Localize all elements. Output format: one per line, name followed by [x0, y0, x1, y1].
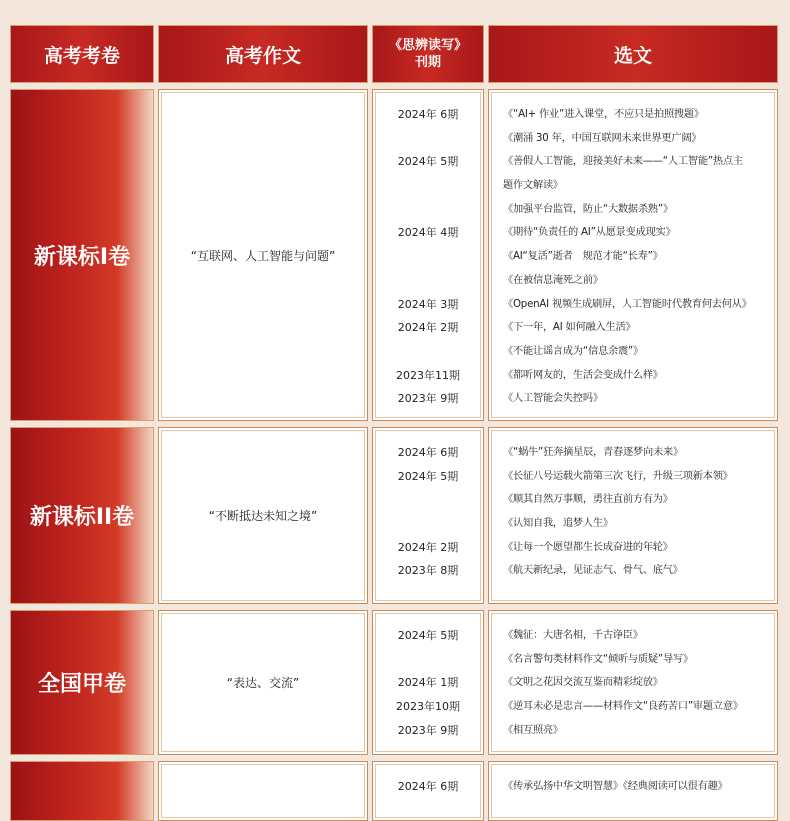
selection-line: 《认知自我，追梦人生》	[503, 518, 613, 530]
issue-line	[373, 269, 483, 293]
issue-line: 2024年 1期	[397, 676, 459, 690]
issue-line: 2024年 6期	[397, 108, 459, 121]
issue-line	[373, 648, 483, 672]
issue-line: 2023年11期	[396, 368, 460, 382]
essay-topic-cell	[158, 761, 368, 821]
selection-line: 《文明之花因交流互鉴而精彩绽放》	[503, 677, 663, 689]
selection-line: 《相互照亮》	[503, 724, 563, 736]
selection-line: 《都听网友的，生活会变成什么样》	[503, 369, 663, 381]
selection-line: 《航天新纪录，见证志气、骨气、底气》	[503, 565, 683, 577]
issue-line: 2024年 6期	[397, 446, 459, 459]
selection-line: 《不能让谣言成为“信息余震”》	[503, 345, 643, 357]
selection-cell	[488, 427, 778, 604]
issue-line: 2024年 5期	[397, 629, 459, 642]
essay-topic: “不断抵达未知之境”	[208, 509, 318, 523]
issue-line: 2024年 3期	[397, 297, 459, 311]
selection-line: 《OpenAI 视频生成刷屏，人工智能时代教育何去何从》	[503, 298, 752, 310]
issue-line: 2023年 9期	[397, 392, 459, 406]
issue-line	[373, 488, 483, 512]
selection-cell	[488, 610, 778, 755]
selection-line: 《顺其自然万事顺，勇往直前方有为》	[503, 494, 673, 506]
essay-topic: “互联网、人工智能与问题”	[190, 248, 336, 263]
exam-cell: 新课标I卷	[10, 89, 154, 421]
selection-line: 《期待“负责任的 AI”从愿景变成现实》	[503, 227, 676, 239]
header-issue	[372, 25, 484, 83]
issue-line: 2023年 8期	[397, 564, 459, 578]
header-issue-line1: 《思辨读写》	[388, 38, 467, 53]
header-essay	[158, 25, 368, 83]
selection-line: 《加强平台监管，防止“大数据杀熟”》	[503, 203, 673, 215]
selection-line: 《让每一个愿望都生长成奋进的年轮》	[503, 541, 673, 553]
issue-line	[373, 512, 483, 536]
essay-topic: “表达、交流”	[226, 676, 300, 690]
issue-line: 2024年 6期	[397, 780, 459, 793]
issue-line	[373, 174, 483, 198]
issue-line: 2023年 9期	[397, 723, 459, 737]
selection-line: 《人工智能会失控吗》	[503, 393, 603, 405]
header-selection-label: 选文	[613, 44, 652, 67]
issue-line: 2024年 4期	[397, 226, 459, 240]
issue-cell	[372, 610, 484, 755]
selection-line: 《传承弘扬中华文明智慧》《经典阅读可以很有趣》	[503, 781, 728, 792]
issue-line	[373, 127, 483, 151]
issue-line: 2023年10期	[396, 700, 460, 714]
issue-line: 2024年 5期	[397, 155, 459, 169]
essay-topic-cell	[158, 610, 368, 755]
header-essay-label: 高考作文	[224, 44, 301, 67]
issue-line: 2024年 2期	[397, 540, 459, 554]
selection-line: 《善假人工智能，迎接美好未来——“人工智能”热点主	[503, 156, 743, 168]
issue-line: 2024年 2期	[397, 321, 459, 335]
header-issue-line2: 刊期	[414, 55, 441, 70]
issue-line	[373, 198, 483, 222]
selection-line: 《魏征：大唐名相，千古诤臣》	[503, 630, 643, 641]
header-exam	[10, 25, 154, 83]
issue-cell	[372, 427, 484, 604]
selection-line: 题作文解读》	[503, 180, 563, 192]
selection-line: 《在被信息淹死之前》	[503, 274, 603, 286]
exam-cell	[10, 761, 154, 821]
issue-cell	[372, 761, 484, 821]
selection-line: 《“蜗牛”狂奔摘星辰，青春逐梦向未来》	[503, 447, 683, 458]
issue-cell	[372, 89, 484, 421]
exam-cell: 新课标II卷	[10, 427, 154, 604]
issue-line	[373, 340, 483, 364]
selection-line: 《潮涌 30 年，中国互联网未来世界更广阔》	[503, 132, 702, 144]
selection-line: 《名言警句类材料作文“倾听与质疑”导写》	[503, 653, 693, 665]
header-selection	[488, 25, 778, 83]
selection-line: 《长征八号运载火箭第三次飞行，升级三项新本领》	[503, 470, 733, 482]
selection-line: 《下一年，AI 如何融入生活》	[503, 322, 636, 334]
essay-topic-cell	[158, 89, 368, 421]
selection-cell	[488, 89, 778, 421]
selection-line: 《“AI+ 作业”进入课堂，不应只是拍照搜题》	[503, 109, 704, 120]
selection-line: 《AI“复活”逝者 规范才能“长寿”》	[503, 251, 663, 263]
exam-essay-table	[10, 25, 778, 821]
essay-topic-cell	[158, 427, 368, 604]
issue-line: 2024年 5期	[397, 469, 459, 483]
exam-cell: 全国甲卷	[10, 610, 154, 755]
issue-line	[373, 245, 483, 269]
selection-cell	[488, 761, 778, 821]
header-exam-label: 高考考卷	[43, 44, 120, 67]
selection-line: 《逆耳未必是忠言——材料作文“良药苦口”审题立意》	[503, 701, 743, 713]
